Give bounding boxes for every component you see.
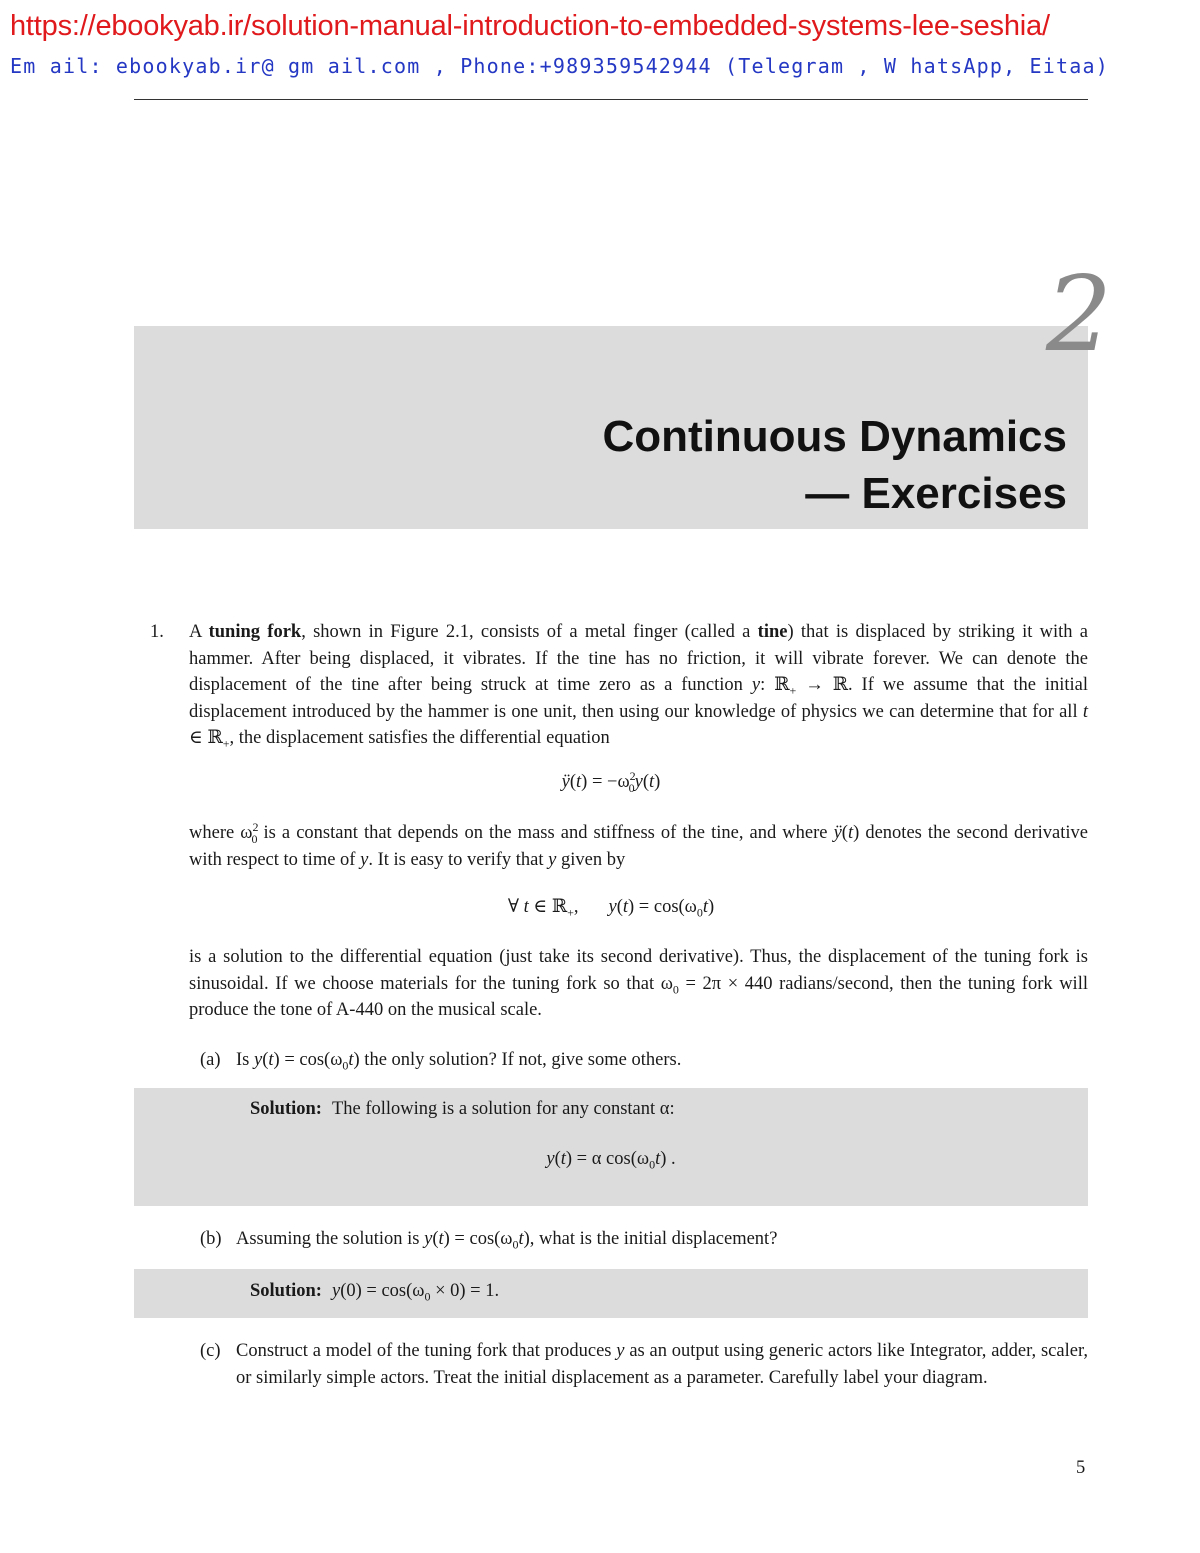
solution-box-b (134, 1269, 1088, 1318)
solution-a-label: Solution: (250, 1099, 322, 1119)
chapter-title-line2: — Exercises (805, 469, 1067, 518)
solution-b-label: Solution: (250, 1281, 322, 1301)
solution-a-equation: y(t) = α $\cos(\omega_0t)$ . (546, 1149, 676, 1172)
solution-a-text: Solution: The following is a solution for any constant α: (250, 1099, 675, 1119)
part-b-question: Assuming the solution is $y(t) = \cos(\omega_0t)$, what is the initial displacement? (236, 1229, 778, 1252)
part-c-label: (c) (200, 1341, 221, 1361)
solution-b-text: Solution: $y(0) = \cos(\omega_0 \times 0) = 1$. (250, 1281, 500, 1304)
exercise-intro: A tuning fork, shown in Figure 2.1, consists of a metal finger (called a tine) that is displaced by striking it with a hammer. After being displaced, it vibrates. If the tine has no friction, it will vibrate forever. We can denote the displacement of the tine after being struck at time zero as a function y: ℝ$_+$ → ℝ. If we assume that the initial displacement introduced by the hammer is one unit, then using our knowledge of physics we can determine that for all t ∈ ℝ$_+$, the displacement satisfies the differential equation (189, 622, 1089, 751)
chapter-title-line1: Continuous Dynamics (602, 412, 1067, 461)
term-tuning-fork: tuning fork (208, 622, 302, 642)
page-number: 5 (1076, 1458, 1086, 1478)
chapter-number: 2 (1045, 253, 1112, 375)
where-paragraph: where $\omega^2_0$ is a constant that depends on the mass and stiffness of the tine, and where ÿ(t) denotes the second derivative with respect to time of y. It is easy to verify that y given by (189, 819, 1089, 870)
part-a-label: (a) (200, 1050, 221, 1070)
sinusoid-paragraph: is a solution to the differential equation (just take its second derivative). Thus, the displacement of the tuning fork is sinusoidal. If we choose materials for the tuning fork so that $\omega_0 = 2\pi \times 440$ radians/second, then the tuning fork will produce the tone of A-440 on the musical scale. (189, 947, 1088, 1020)
term-tine: tine (757, 622, 788, 642)
part-a-question: Is $y(t) = \cos(\omega_0t)$ the only solution? If not, give some others. (236, 1050, 682, 1073)
watermark-url: https://ebookyab.ir/solution-manual-introduction-to-embedded-systems-lee-seshia/ (10, 10, 1050, 42)
solution-box-a (134, 1088, 1088, 1206)
part-c-question: Construct a model of the tuning fork that produces y as an output using generic actors like Integrator, adder, scaler, or similarly simple actors. Treat the initial displacement as a parameter. Carefully label your diagram. (236, 1341, 1088, 1388)
watermark-contact: Em ail: ebookyab.ir@ gm ail.com , Phone:+989359542944 (Telegram , W hatsApp, Eitaa) (10, 54, 1110, 78)
part-b-label: (b) (200, 1229, 222, 1249)
header-rule (134, 99, 1088, 100)
equation-differential: ÿ(t) = $-\omega^2_0y(t)$ (561, 768, 661, 795)
chapter-title (603, 408, 1068, 522)
equation-solution: ∀ t ∈ ℝ$_+$, $y(t) = \cos(\omega_0t)$ (507, 897, 715, 920)
exercise-number: 1. (150, 622, 164, 642)
